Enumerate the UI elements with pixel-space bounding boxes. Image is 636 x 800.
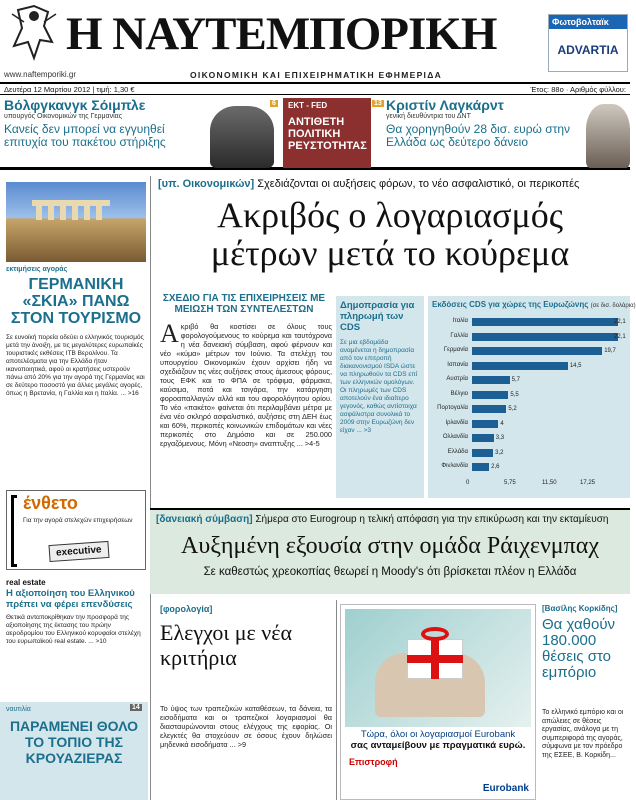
- band-kicker-bracket: [δανειακή σύμβαση]: [156, 514, 253, 525]
- lagarde-photo: [586, 104, 630, 168]
- cds-chart: [428, 296, 636, 498]
- bar-value: 3,3: [495, 435, 505, 441]
- bar: [472, 463, 489, 471]
- commerce-headline: Θα χαθούν 180.000 θέσεις στο εμπόριο: [542, 616, 616, 681]
- teaser-text: Θα χορηγηθούν 28 δισ. ευρώ στην Ελλάδα ως δεύτερο δάνειο: [386, 122, 571, 149]
- newspaper-title: Η ΝΑΥΤΕΜΠΟΡΙΚΗ: [66, 8, 497, 60]
- gift-image: [345, 609, 531, 727]
- bar-value: 22,1: [614, 319, 626, 325]
- bar-value: 19,7: [604, 348, 616, 354]
- kicker-text: Σχεδιάζονται οι αυξήσεις φόρων, το νέο ασφαλιστικό, οι περικοπές: [254, 178, 580, 190]
- x-tick-label: 11,50: [542, 479, 557, 486]
- bracket-decoration: [11, 495, 17, 567]
- main-body-text: κριβό θα κοστίσει σε όλους τους φορολογούμενους το κούρεμα και ταυτόχρονα η νέα δανειακή σύμβαση, αφού φέρνουν και νέο «κύμα» μέτρων τον Ιούνιο. Τα στελέχη του υπουργείου Οικονομικών έχουν αρχίσει ήδη να σχεδιάζουν τις νέες αυξήσεις στους άμεσους φόρους, τους ΕΦΚ και το ΦΠΑ σε τρόφιμα, φάρμακα, καύσιμα, ποτά και τσιγάρα, την κατάργηση φοροαπαλλαγών αλλά και του αφορολόγητου ορίου. Το νέο «πακέτο» φαίνεται ότι περιλαμβάνει μέτρα με ένα νέο σκληρό ασφαλιστικό, αυξήσεις στη ΔΕΗ έως και 60%, περικοπές κοινωνικών επιδομάτων και νέες περικοπές στο Δημόσιο και σε 250.000 εργαζόμενους. Μόνη «Νεοση» αναπτυξης ... >4-5: [160, 322, 332, 448]
- schaeuble-photo: [210, 106, 274, 168]
- bar-label: Γερμανία: [443, 347, 468, 353]
- headline-line-1: Ακριβός ο λογαριασμός: [216, 195, 564, 235]
- eurobank-slogan-2: σας ανταμείβουν με πραγματικά ευρώ.: [350, 740, 526, 751]
- bar-label: Ελλάδα: [447, 448, 468, 455]
- eurobank-slogan: [345, 729, 531, 751]
- bar-label: Βέλγιο: [450, 390, 468, 397]
- top-teasers: [0, 98, 630, 170]
- commerce-body: Το ελληνικό εμπόριο και οι απώλειες σε θέσεις εργασίας, ανάλογα με τη συμπεριφορά της αγοράς, σύμφωνα με τον πρόεδρο της ΕΣΕΕ, Β. Κορκίδη...: [542, 709, 624, 759]
- chart-title: [432, 300, 636, 309]
- shipping-box[interactable]: [0, 702, 148, 800]
- bar-label: Πορτογαλία: [437, 405, 468, 411]
- bar-label: Γαλλία: [450, 332, 468, 339]
- teaser-name: Βόλφγκανγκ Σόιμπλε: [4, 97, 146, 113]
- bar: [472, 362, 568, 370]
- bar-label: Ολλανδία: [442, 434, 468, 440]
- main-subhead: ΣΧΕΔΙΟ ΓΙΑ ΤΙΣ ΕΠΙΧΕΙΡΗΣΕΙΣ ΜΕ ΜΕΙΩΣΗ ΤΩΝ ΣΥΝΤΕΛΕΣΤΩΝ: [162, 293, 326, 315]
- real-estate-headline[interactable]: Η αξιοποίηση του Ελληνικού πρέπει να φέρει επενδύσεις: [6, 588, 135, 610]
- eurobank-slogan-1: Τώρα, όλοι οι λογαριασμοί Eurobank: [360, 729, 516, 740]
- teaser-role: γενική διευθύντρια του ΔΝΤ: [386, 113, 471, 120]
- tourism-body: Σε ευνοϊκή πορεία οδεύει ο ελληνικός τουρισμός μετά την άνοιξη, με τις μεγαλύτερες ευρωπαϊκές τουριστικές εκθέσεις ITB Βερολίνου. Τα αποτελέσματα για την Ελλάδα ήταν ικανοποιητικά, αφού οι κρατήσεις υστερούν πάνω από 20% για την αγορά της Γερμανίας και σε δεύτερο ποσοστό για άλλες μεγάλες αγορές, όπως η Βρετανία, η Γαλλία και η Ιταλία. ... >16: [6, 334, 145, 397]
- bar-value: 2,6: [491, 464, 500, 470]
- page-badge: 14: [132, 704, 140, 711]
- epistrofi-logo: Επιστροφή: [349, 757, 398, 767]
- eurobank-advertisement[interactable]: [340, 604, 536, 800]
- cds-sidebar: [336, 296, 424, 498]
- x-tick-label: 0: [466, 479, 470, 486]
- advertisement-box[interactable]: [548, 14, 628, 72]
- bar: [472, 376, 510, 384]
- bar-label: Φινλανδία: [441, 463, 468, 469]
- entheto-subtitle: Για την αγορά στελεχών επιχειρήσεων: [23, 517, 133, 524]
- bar-value: 3,2: [495, 449, 504, 456]
- teaser-lagarde[interactable]: [386, 98, 586, 168]
- column-divider: [336, 600, 337, 800]
- bar: [472, 420, 498, 428]
- main-headline[interactable]: [150, 196, 630, 272]
- ad-top-label: Φωτοβολταϊκ: [549, 15, 627, 29]
- bar: [472, 434, 494, 442]
- kicker-bracket: [υπ. Οικονομικών]: [158, 178, 255, 190]
- sidebar-text: Σε μια εβδομάδα αναμένεται η δημοπρασία από τον επιτροπή διακανονισμού ISDA ώστε να πληρωθούν τα CDS επί των ελληνικών ομολόγων. Οι πληρωμές των CDS αποτελούν ένα ιδιαίτερο γεγονός, καθώς αντίστοιχα ασφάλιστρα συνολικά το 2009 στην Ευρωζώνη δεν είχαν ... >3: [340, 339, 418, 434]
- bar: [472, 318, 618, 326]
- teaser-schaeuble[interactable]: [4, 98, 204, 168]
- commerce-story[interactable]: [542, 604, 630, 800]
- sidebar-heading: Δημοπρασία για πληρωμή των CDS: [340, 300, 415, 333]
- bar: [472, 405, 506, 413]
- headline-line-2: μέτρων μετά το κούρεμα: [210, 233, 570, 273]
- bar-value: 5,2: [508, 406, 517, 412]
- bar-label: Ισπανία: [447, 361, 468, 368]
- shipping-headline: ΠΑΡΑΜΕΝΕΙ ΘΟΛΟ ΤΟ ΤΟΠΙΟ ΤΗΣ ΚΡΟΥΑΖΙΕΡΑΣ: [9, 718, 139, 766]
- date-price: Δευτέρα 12 Μαρτίου 2012 | τιμή: 1,30 €: [4, 85, 135, 94]
- bar: [472, 347, 602, 355]
- page-badge: 6: [272, 100, 276, 107]
- bar-value: 4: [500, 420, 504, 427]
- bar-value: 14,5: [569, 362, 582, 369]
- page-badge: 13: [374, 100, 382, 107]
- gift-ribbon: [407, 655, 463, 663]
- bar: [472, 391, 508, 399]
- bar: [472, 449, 493, 457]
- tax-kicker: [φορολογία]: [160, 604, 213, 614]
- teaser-text: Κανείς δεν μπορεί να εγγυηθεί επιτυχία του πακέτου στήριξης: [4, 122, 166, 149]
- main-kicker: [158, 178, 630, 190]
- tax-headline[interactable]: Ελεγχοι με νέα κριτήρια: [160, 620, 293, 670]
- band-kicker: [156, 514, 608, 525]
- tax-body: Το ύψος των τραπεζικών καταθέσεων, τα δάνεια, τα εισοδήματα και οι τραπεζικοί λογαριασμοί θα διασταυρώνονται στους ελέγχους της εφορίας. Οι ελεγκτές θα στοχεύουν σε όσους έχουν δηλώσει μηδενικά εισοδήματα ... >9: [160, 704, 332, 749]
- teaser-text: ΑΝΤΙΘΕΤΗ ΠΟΛΙΤΙΚΗ ΡΕΥΣΤΟΤΗΤΑΣ: [288, 116, 367, 152]
- bar-label: Αυστρία: [446, 376, 468, 382]
- band-subheadline: Σε καθεστώς χρεοκοπίας θεωρεί η Moody's ότι βρίσκεται πλέον η Ελλάδα: [203, 566, 577, 578]
- masthead: [0, 0, 630, 96]
- real-estate-body: Θετικά ανταποκρίθηκαν την προσφορά της αξιοποίησης της έκτασης του πρώην αεροδρομίου του Ελληνικού κορυφαίοι στελέχη του ευρωπαϊκού real estate. ... >10: [6, 614, 141, 645]
- issue-number: Έτος: 88ο · Αριθμός φύλλου:: [530, 85, 626, 94]
- eurobank-logo: Eurobank: [482, 783, 529, 794]
- acropolis-photo: [6, 182, 146, 262]
- bar-value: 5,5: [510, 391, 519, 398]
- chart-title-text: Εκδόσεις CDS για χώρες της Ευρωζώνης: [432, 300, 589, 309]
- teaser-header: ΕΚΤ - FED: [288, 101, 328, 110]
- executive-label: executive: [48, 541, 109, 562]
- main-body: [160, 319, 332, 448]
- hermes-logo-icon: [4, 2, 62, 66]
- entheto-box[interactable]: [6, 490, 146, 570]
- x-tick-label: 5,75: [504, 479, 516, 486]
- bar: [472, 333, 618, 341]
- teaser-role: υπουργός Οικονομικών της Γερμανίας: [4, 113, 123, 120]
- drop-cap: Α: [160, 319, 179, 348]
- newspaper-subtitle: ΟΙΚΟΝΟΜΙΚΗ ΚΑΙ ΕΠΙΧΕΙΡΗΜΑΤΙΚΗ ΕΦΗΜΕΡΙΔΑ: [190, 70, 443, 80]
- tourism-headline[interactable]: ΓΕΡΜΑΝΙΚΗ «ΣΚΙΑ» ΠΑΝΩ ΣΤΟΝ ΤΟΥΡΙΣΜΟ: [10, 276, 142, 327]
- x-tick-label: 17,25: [580, 479, 596, 486]
- bar-label: Ιταλία: [452, 318, 468, 324]
- dateline-bar: [0, 82, 630, 95]
- entheto-label: ένθετο: [23, 493, 78, 513]
- ad-brand: ADVARTIA: [557, 43, 619, 57]
- real-estate-kicker: real estate: [6, 578, 46, 587]
- bar-value: 5,7: [511, 377, 520, 383]
- commerce-kicker: [Βασίλης Κορκίδης]: [542, 604, 618, 613]
- bar-value: 22,1: [614, 333, 626, 340]
- band-headline[interactable]: Αυξημένη εξουσία στην ομάδα Ράιχενμπαχ: [180, 533, 600, 559]
- gift-bow: [421, 627, 449, 641]
- website-link[interactable]: www.naftemporiki.gr: [4, 70, 77, 79]
- shipping-kicker: ναυτιλία: [6, 706, 31, 713]
- teaser-ecb-fed[interactable]: [283, 98, 371, 168]
- band-kicker-text: Σήμερα στο Eurogroup η τελική απόφαση για την επικύρωση και την εκταμίευση: [252, 514, 609, 525]
- chart-unit: (σε δισ. δολάρια): [590, 303, 636, 309]
- tourism-kicker: εκτιμήσεις αγοράς: [6, 266, 68, 273]
- bar-label: Ιρλανδία: [445, 419, 468, 426]
- teaser-name: Κριστίν Λαγκάρντ: [386, 97, 504, 113]
